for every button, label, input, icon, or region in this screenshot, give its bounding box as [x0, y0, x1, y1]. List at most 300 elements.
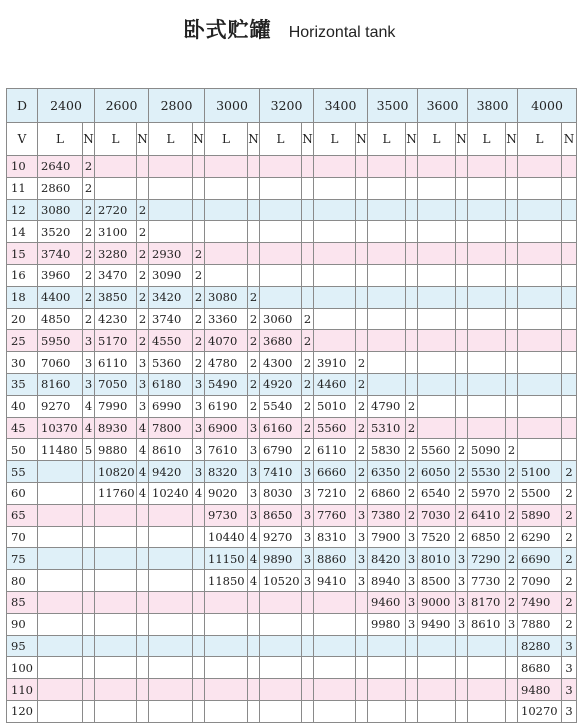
count-cell	[506, 156, 518, 178]
count-cell	[562, 177, 577, 199]
count-cell: 2	[137, 199, 149, 221]
count-cell	[456, 156, 468, 178]
count-cell: 3	[302, 461, 314, 483]
length-cell	[468, 657, 506, 679]
length-cell	[260, 657, 302, 679]
length-cell	[149, 679, 193, 701]
length-cell: 4460	[314, 373, 356, 395]
length-cell: 3470	[95, 264, 137, 286]
length-cell: 4550	[149, 330, 193, 352]
count-cell	[406, 308, 418, 330]
length-cell: 7990	[95, 395, 137, 417]
length-cell: 5090	[468, 439, 506, 461]
length-cell	[418, 679, 456, 701]
length-cell: 7210	[314, 482, 356, 504]
table-row	[7, 243, 577, 265]
length-cell	[518, 330, 562, 352]
length-cell	[368, 177, 406, 199]
volume-cell: 20	[7, 308, 38, 330]
count-cell	[302, 177, 314, 199]
n-header: N	[83, 123, 95, 156]
count-cell	[456, 243, 468, 265]
count-cell: 3	[248, 417, 260, 439]
table-row	[7, 679, 577, 701]
length-cell: 5170	[95, 330, 137, 352]
length-cell	[205, 613, 248, 635]
length-cell	[205, 264, 248, 286]
count-cell: 2	[562, 504, 577, 526]
length-cell	[468, 156, 506, 178]
count-cell	[506, 657, 518, 679]
table-row	[7, 199, 577, 221]
count-cell	[248, 613, 260, 635]
length-cell: 10370	[38, 417, 83, 439]
count-cell	[302, 635, 314, 657]
length-cell: 4850	[38, 308, 83, 330]
length-cell	[149, 548, 193, 570]
n-header: N	[356, 123, 368, 156]
count-cell	[302, 591, 314, 613]
length-cell: 6110	[95, 352, 137, 374]
length-cell	[260, 199, 302, 221]
length-cell: 5500	[518, 482, 562, 504]
length-cell	[418, 308, 456, 330]
length-cell: 3360	[205, 308, 248, 330]
length-cell	[418, 635, 456, 657]
count-cell: 2	[506, 504, 518, 526]
length-cell	[38, 613, 83, 635]
table-row	[7, 264, 577, 286]
count-cell	[356, 700, 368, 722]
count-cell: 2	[356, 482, 368, 504]
count-cell: 2	[137, 286, 149, 308]
length-cell	[95, 635, 137, 657]
length-cell	[368, 243, 406, 265]
volume-cell: 95	[7, 635, 38, 657]
length-cell	[205, 199, 248, 221]
count-cell: 4	[83, 417, 95, 439]
length-cell	[468, 700, 506, 722]
length-cell	[368, 330, 406, 352]
length-cell: 6110	[314, 439, 356, 461]
count-cell: 2	[506, 548, 518, 570]
count-cell	[562, 199, 577, 221]
count-cell	[406, 286, 418, 308]
count-cell: 4	[193, 482, 205, 504]
length-cell	[518, 286, 562, 308]
count-cell	[83, 504, 95, 526]
count-cell	[248, 221, 260, 243]
count-cell	[406, 373, 418, 395]
length-cell: 4070	[205, 330, 248, 352]
count-cell	[506, 395, 518, 417]
count-cell: 3	[406, 570, 418, 592]
length-cell	[205, 679, 248, 701]
length-cell: 3910	[314, 352, 356, 374]
count-cell	[406, 635, 418, 657]
count-cell: 2	[356, 352, 368, 374]
count-cell	[456, 373, 468, 395]
l-header: L	[368, 123, 406, 156]
table-row	[7, 286, 577, 308]
count-cell	[302, 700, 314, 722]
table-row	[7, 526, 577, 548]
length-cell: 11760	[95, 482, 137, 504]
length-cell	[38, 504, 83, 526]
length-cell	[314, 330, 356, 352]
length-cell: 4790	[368, 395, 406, 417]
table-row	[7, 482, 577, 504]
length-cell: 5890	[518, 504, 562, 526]
length-cell	[260, 286, 302, 308]
count-cell	[83, 526, 95, 548]
length-cell	[418, 373, 456, 395]
count-cell: 2	[356, 395, 368, 417]
count-cell: 2	[356, 373, 368, 395]
length-cell: 7490	[518, 591, 562, 613]
length-cell	[314, 199, 356, 221]
count-cell	[506, 221, 518, 243]
length-cell	[418, 395, 456, 417]
count-cell	[456, 679, 468, 701]
count-cell: 2	[248, 352, 260, 374]
length-cell: 3090	[149, 264, 193, 286]
length-cell	[38, 548, 83, 570]
count-cell	[137, 657, 149, 679]
count-cell	[506, 243, 518, 265]
count-cell: 2	[137, 221, 149, 243]
count-cell: 3	[193, 373, 205, 395]
count-cell	[506, 352, 518, 374]
length-cell: 9980	[368, 613, 406, 635]
length-cell: 3740	[38, 243, 83, 265]
length-cell: 8940	[368, 570, 406, 592]
diameter-header: 2800	[149, 89, 205, 123]
v-label: V	[7, 123, 38, 156]
volume-cell: 85	[7, 591, 38, 613]
count-cell	[562, 417, 577, 439]
count-cell: 3	[562, 679, 577, 701]
count-cell: 2	[193, 286, 205, 308]
count-cell	[356, 657, 368, 679]
count-cell	[562, 352, 577, 374]
count-cell: 3	[302, 504, 314, 526]
count-cell	[406, 700, 418, 722]
count-cell: 2	[83, 243, 95, 265]
length-cell	[518, 352, 562, 374]
count-cell	[406, 330, 418, 352]
count-cell: 2	[137, 330, 149, 352]
length-cell: 11850	[205, 570, 248, 592]
count-cell	[562, 264, 577, 286]
length-cell	[314, 243, 356, 265]
length-cell	[368, 264, 406, 286]
length-cell: 3520	[38, 221, 83, 243]
count-cell: 2	[456, 461, 468, 483]
count-cell	[193, 613, 205, 635]
volume-cell: 65	[7, 504, 38, 526]
length-cell	[468, 330, 506, 352]
count-cell: 2	[302, 373, 314, 395]
count-cell: 2	[456, 439, 468, 461]
count-cell	[456, 264, 468, 286]
volume-cell: 45	[7, 417, 38, 439]
count-cell	[248, 679, 260, 701]
count-cell: 4	[248, 526, 260, 548]
count-cell: 3	[248, 461, 260, 483]
count-cell: 3	[356, 570, 368, 592]
length-cell	[518, 417, 562, 439]
count-cell: 2	[248, 330, 260, 352]
length-cell	[418, 264, 456, 286]
count-cell: 2	[506, 482, 518, 504]
count-cell	[456, 657, 468, 679]
count-cell	[83, 570, 95, 592]
volume-cell: 70	[7, 526, 38, 548]
length-cell	[38, 679, 83, 701]
length-cell	[518, 395, 562, 417]
length-cell	[38, 461, 83, 483]
d-label: D	[7, 89, 38, 123]
length-cell	[418, 657, 456, 679]
l-header: L	[205, 123, 248, 156]
length-cell	[518, 156, 562, 178]
volume-cell: 15	[7, 243, 38, 265]
table-row	[7, 548, 577, 570]
count-cell: 2	[248, 395, 260, 417]
count-cell	[193, 156, 205, 178]
length-cell	[468, 373, 506, 395]
count-cell: 3	[456, 570, 468, 592]
length-cell: 8030	[260, 482, 302, 504]
length-cell: 9480	[518, 679, 562, 701]
length-cell: 6290	[518, 526, 562, 548]
length-cell: 3740	[149, 308, 193, 330]
length-cell: 8860	[314, 548, 356, 570]
table-row	[7, 504, 577, 526]
volume-cell: 40	[7, 395, 38, 417]
n-header: N	[456, 123, 468, 156]
count-cell	[248, 635, 260, 657]
n-header: N	[193, 123, 205, 156]
count-cell: 3	[193, 439, 205, 461]
length-cell	[260, 679, 302, 701]
length-cell	[368, 635, 406, 657]
length-cell	[260, 613, 302, 635]
length-cell	[468, 635, 506, 657]
l-header: L	[260, 123, 302, 156]
count-cell: 2	[302, 395, 314, 417]
count-cell: 2	[456, 504, 468, 526]
volume-cell: 12	[7, 199, 38, 221]
length-cell: 6790	[260, 439, 302, 461]
length-cell: 10520	[260, 570, 302, 592]
length-cell: 3060	[260, 308, 302, 330]
length-cell: 8310	[314, 526, 356, 548]
volume-cell: 55	[7, 461, 38, 483]
count-cell	[356, 199, 368, 221]
count-cell	[562, 395, 577, 417]
length-cell	[314, 221, 356, 243]
count-cell	[356, 156, 368, 178]
length-cell	[418, 352, 456, 374]
count-cell	[137, 526, 149, 548]
volume-cell: 18	[7, 286, 38, 308]
length-cell	[314, 679, 356, 701]
count-cell	[248, 657, 260, 679]
count-cell: 3	[356, 548, 368, 570]
length-cell: 7030	[418, 504, 456, 526]
volume-cell: 110	[7, 679, 38, 701]
length-cell	[149, 526, 193, 548]
length-cell	[314, 635, 356, 657]
count-cell: 2	[356, 439, 368, 461]
count-cell: 2	[562, 570, 577, 592]
count-cell	[456, 700, 468, 722]
length-cell	[418, 221, 456, 243]
count-cell	[406, 177, 418, 199]
count-cell	[193, 591, 205, 613]
length-cell	[38, 635, 83, 657]
count-cell: 2	[562, 591, 577, 613]
diameter-header: 4000	[518, 89, 577, 123]
length-cell: 6690	[518, 548, 562, 570]
count-cell	[356, 286, 368, 308]
count-cell	[83, 591, 95, 613]
count-cell	[137, 177, 149, 199]
length-cell	[468, 679, 506, 701]
length-cell: 9730	[205, 504, 248, 526]
count-cell: 2	[302, 417, 314, 439]
count-cell: 3	[302, 526, 314, 548]
count-cell: 5	[83, 439, 95, 461]
count-cell: 2	[193, 308, 205, 330]
count-cell	[302, 264, 314, 286]
count-cell: 2	[562, 613, 577, 635]
length-cell: 5310	[368, 417, 406, 439]
length-cell: 2860	[38, 177, 83, 199]
length-cell	[518, 177, 562, 199]
count-cell: 3	[562, 700, 577, 722]
length-cell	[205, 243, 248, 265]
l-header: L	[38, 123, 83, 156]
diameter-header: 3400	[314, 89, 368, 123]
count-cell: 2	[506, 526, 518, 548]
count-cell: 4	[137, 461, 149, 483]
length-cell	[95, 504, 137, 526]
length-cell: 6850	[468, 526, 506, 548]
length-cell	[95, 570, 137, 592]
count-cell	[356, 243, 368, 265]
length-cell: 8650	[260, 504, 302, 526]
title-english: Horizontal tank	[288, 24, 396, 41]
count-cell: 3	[137, 373, 149, 395]
count-cell	[456, 199, 468, 221]
count-cell	[506, 373, 518, 395]
length-cell: 5360	[149, 352, 193, 374]
count-cell	[302, 613, 314, 635]
count-cell	[193, 221, 205, 243]
count-cell: 3	[406, 591, 418, 613]
length-cell: 11150	[205, 548, 248, 570]
length-cell: 10240	[149, 482, 193, 504]
count-cell	[562, 330, 577, 352]
count-cell	[506, 700, 518, 722]
count-cell: 2	[83, 286, 95, 308]
count-cell	[83, 548, 95, 570]
count-cell	[562, 439, 577, 461]
count-cell: 3	[456, 591, 468, 613]
length-cell	[368, 221, 406, 243]
count-cell: 2	[248, 373, 260, 395]
count-cell	[456, 330, 468, 352]
length-cell: 6050	[418, 461, 456, 483]
count-cell	[248, 700, 260, 722]
length-cell: 5010	[314, 395, 356, 417]
length-cell: 10270	[518, 700, 562, 722]
count-cell	[406, 156, 418, 178]
count-cell: 2	[562, 461, 577, 483]
count-cell	[302, 679, 314, 701]
count-cell	[506, 635, 518, 657]
length-cell	[205, 591, 248, 613]
count-cell	[406, 352, 418, 374]
length-cell: 3420	[149, 286, 193, 308]
count-cell: 2	[506, 461, 518, 483]
header-diameter-row	[7, 89, 577, 123]
length-cell: 5490	[205, 373, 248, 395]
length-cell	[149, 156, 193, 178]
count-cell	[83, 613, 95, 635]
length-cell	[38, 526, 83, 548]
length-cell: 9490	[418, 613, 456, 635]
length-cell: 3850	[95, 286, 137, 308]
table-row	[7, 439, 577, 461]
length-cell	[418, 286, 456, 308]
count-cell: 2	[406, 461, 418, 483]
length-cell	[314, 286, 356, 308]
length-cell	[205, 635, 248, 657]
count-cell	[506, 177, 518, 199]
length-cell	[518, 373, 562, 395]
length-cell: 7730	[468, 570, 506, 592]
length-cell	[260, 177, 302, 199]
volume-cell: 120	[7, 700, 38, 722]
length-cell	[518, 308, 562, 330]
count-cell	[356, 264, 368, 286]
count-cell	[137, 591, 149, 613]
length-cell: 10440	[205, 526, 248, 548]
l-header: L	[95, 123, 137, 156]
count-cell	[193, 679, 205, 701]
length-cell	[368, 657, 406, 679]
length-cell: 5970	[468, 482, 506, 504]
count-cell	[83, 700, 95, 722]
count-cell: 3	[302, 570, 314, 592]
count-cell: 2	[406, 439, 418, 461]
length-cell	[368, 679, 406, 701]
length-cell	[368, 352, 406, 374]
count-cell: 3	[248, 482, 260, 504]
n-header: N	[248, 123, 260, 156]
count-cell	[248, 177, 260, 199]
count-cell	[356, 679, 368, 701]
title-chinese: 卧式贮罐	[183, 18, 272, 42]
length-cell: 7380	[368, 504, 406, 526]
length-cell	[418, 700, 456, 722]
length-cell	[149, 635, 193, 657]
length-cell	[368, 199, 406, 221]
